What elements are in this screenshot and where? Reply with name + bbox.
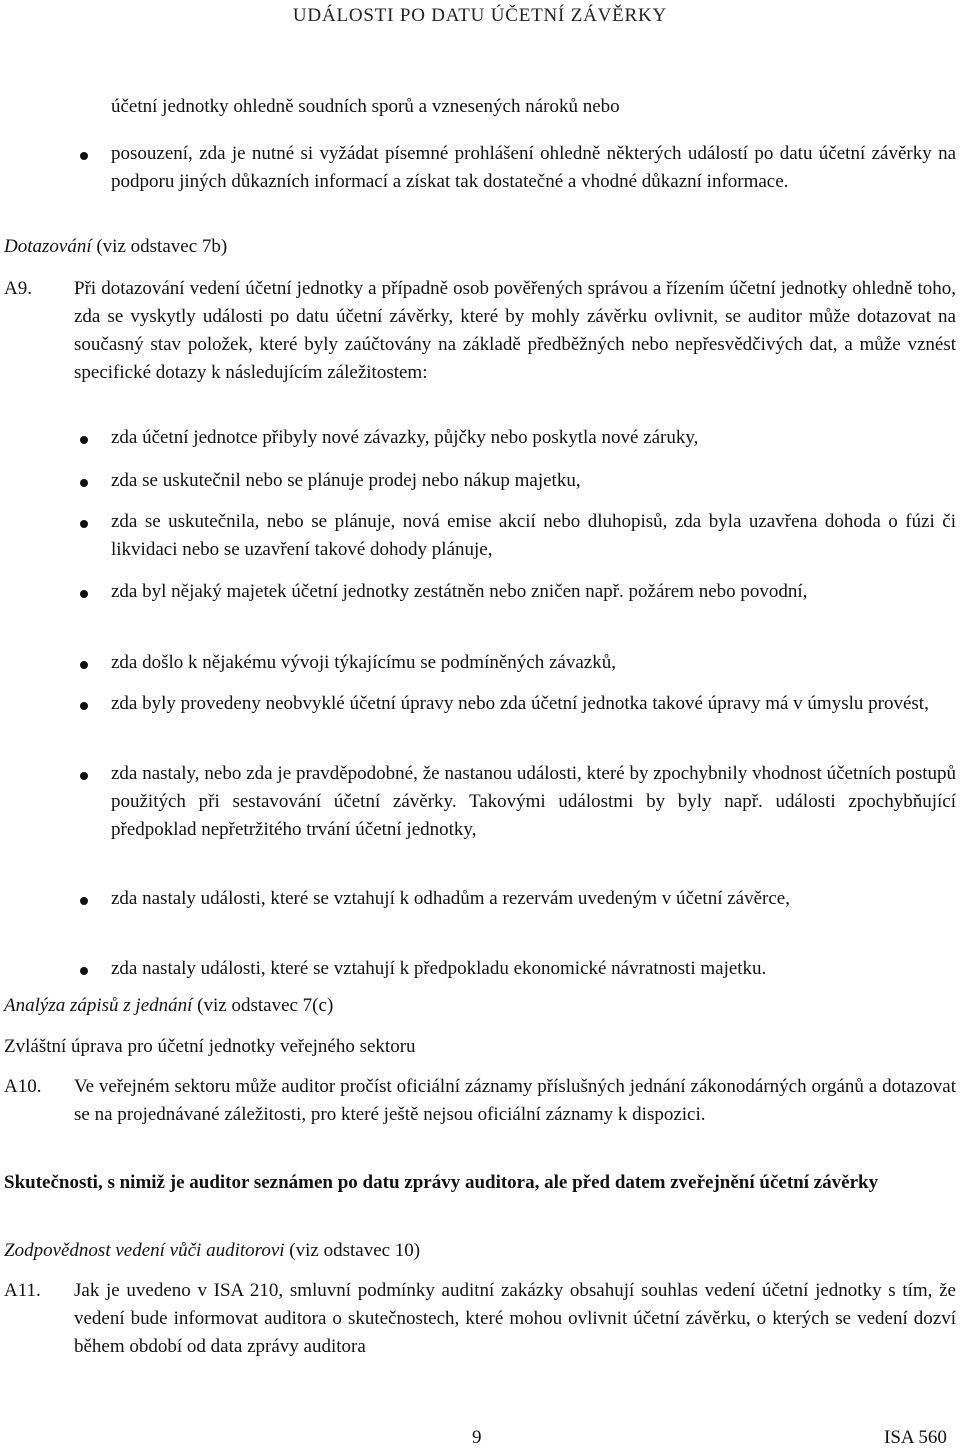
subheading-inquiry-italic: Dotazování: [4, 236, 92, 257]
bullet-a9-7: zda nastaly, nebo zda je pravděpodobné, že nastanou události, které by zpochybnily vhodnost účetních postupů použitých při sestavování účetní závěrky. Takovými událostmi by byly např. události zpochybňující předpoklad nepřetržitého trvání účetní jednotky,: [111, 763, 956, 840]
bullet-a9-5: zda došlo k nějakému vývoji týkajícímu se podmíněných závazků,: [111, 652, 616, 673]
bullet-a9-6: zda byly provedeny neobvyklé účetní úpravy nebo zda účetní jednotka takové úpravy má v úmyslu provést,: [111, 693, 929, 714]
paragraph-number-a9: A9.: [4, 278, 32, 299]
bullet-a9-1: zda účetní jednotce přibyly nové závazky, půjčky nebo poskytla nové záruky,: [111, 427, 699, 448]
document-reference: ISA 560: [884, 1427, 947, 1448]
bullet-a9-3: zda se uskutečnila, nebo se plánuje, nová emise akcií nebo dluhopisů, zda byla uzavřena dohoda o fúzi či likvidaci nebo se uzavření takové dohody plánuje,: [111, 511, 956, 560]
bullet-icon: [80, 479, 88, 487]
bullet-icon: [80, 520, 88, 528]
bullet-a9-2: zda se uskutečnil nebo se plánuje prodej nebo nákup majetku,: [111, 470, 581, 491]
subheading-minutes: [4, 992, 956, 1020]
subheading-responsibility-ref: (viz odstavec 10): [284, 1240, 421, 1261]
page-number: 9: [472, 1427, 482, 1448]
bullet-top-text: posouzení, zda je nutné si vyžádat písemné prohlášení ohledně některých událostí po datu účetní závěrky na podporu jiných důkazních informací a získat tak dostatečné a vhodné důkazní informace.: [111, 143, 956, 192]
paragraph-number-a11: A11.: [4, 1280, 41, 1301]
bullet-a9-8: zda nastaly události, které se vztahují k odhadům a rezervám uvedeným v účetní závěrce,: [111, 888, 790, 909]
subheading-responsibility: [4, 1237, 956, 1265]
paragraph-a11-text: Jak je uvedeno v ISA 210, smluvní podmínky auditní zakázky obsahují souhlas vedení účetní jednotky s tím, že vedení bude informovat auditora o skutečnostech, které mohou ovlivnit účetní závěrku, o kterých se vedení dozví během období od data zprávy auditora: [74, 1280, 956, 1357]
paragraph-a9-text: Při dotazování vedení účetní jednotky a případně osob pověřených správou a řízením účetní jednotky ohledně toho, zda se vyskytly události po datu účetní závěrky, které by mohly závěrku ovlivnit, se auditor může dotazovat na současný stav položek, které byly zaúčtovány na základě předběžných nebo nepřesvědčivých dat, a může vznést specifické dotazy k následujícím záležitostem:: [74, 278, 956, 383]
subheading-inquiry: [4, 233, 956, 261]
bullet-icon: [80, 436, 88, 444]
running-header: UDÁLOSTI PO DATU ÚČETNÍ ZÁVĚRKY: [292, 5, 668, 26]
subheading-minutes-ref: (viz odstavec 7(c): [192, 995, 334, 1016]
bullet-icon: [80, 967, 88, 975]
paragraph-a10-text: Ve veřejném sektoru může auditor pročíst oficiální záznamy příslušných jednání zákonodárných orgánů a dotazovat se na projednávané záležitosti, pro které ještě nejsou oficiální záznamy k dispozici.: [74, 1076, 956, 1125]
bullet-a9-9: zda nastaly události, které se vztahují k předpokladu ekonomické návratnosti majetku.: [111, 958, 767, 979]
subheading-responsibility-italic: Zodpovědnost vedení vůči auditorovi: [4, 1240, 285, 1261]
bullet-a9-4: zda byl nějaký majetek účetní jednotky zestátněn nebo zničen např. požárem nebo povodní,: [111, 581, 808, 602]
bullet-icon: [80, 590, 88, 598]
bullet-icon: [80, 702, 88, 710]
bullet-icon: [80, 152, 88, 160]
bullet-icon: [80, 897, 88, 905]
subheading-public-sector: Zvláštní úprava pro účetní jednotky veřejného sektoru: [4, 1036, 416, 1057]
subheading-minutes-italic: Analýza zápisů z jednání: [4, 995, 193, 1016]
bullet-icon: [80, 661, 88, 669]
bullet-icon: [80, 772, 88, 780]
section-heading: Skutečnosti, s nimiž je auditor seznámen po datu zprávy auditora, ale před datem zveřejnění účetní závěrky: [4, 1172, 879, 1193]
paragraph-number-a10: A10.: [4, 1076, 42, 1097]
continuation-line: účetní jednotky ohledně soudních sporů a vznesených nároků nebo: [111, 96, 620, 117]
subheading-inquiry-ref: (viz odstavec 7b): [91, 236, 228, 257]
